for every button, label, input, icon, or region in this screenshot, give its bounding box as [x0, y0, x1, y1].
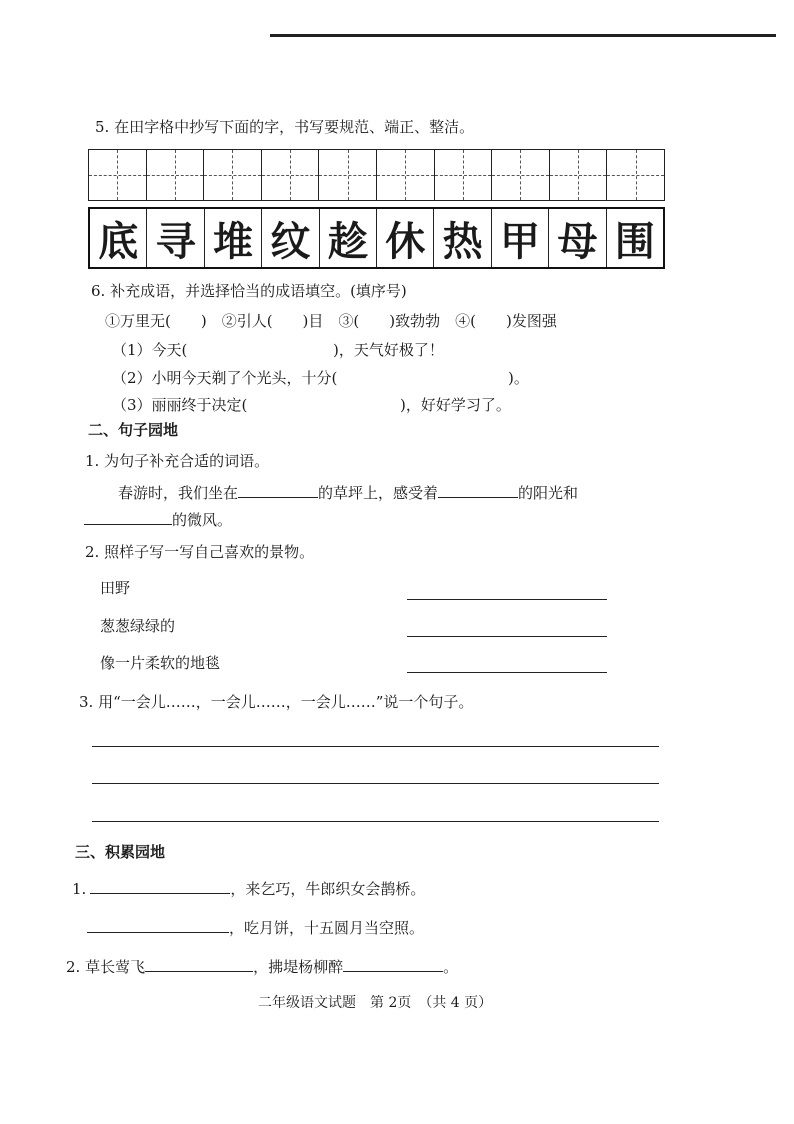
section-3-title: 三、积累园地 — [75, 843, 166, 861]
s3-q1-text-a: ，来乞巧，牛郎织女会鹊桥。 — [230, 880, 426, 898]
answer-line[interactable] — [407, 672, 607, 673]
s2-q1-text-c: 的阳光和 — [518, 484, 579, 502]
tianzige-cell[interactable] — [435, 150, 493, 200]
tianzige-cell[interactable] — [607, 150, 664, 200]
top-border-line — [270, 34, 776, 37]
q6-sentence-3-start: （3）丽丽终于决定( — [112, 396, 248, 414]
model-char: 纹 — [262, 209, 319, 267]
answer-blank[interactable] — [90, 879, 230, 894]
model-char: 母 — [549, 209, 606, 267]
model-char: 甲 — [492, 209, 549, 267]
section-2-title: 二、句子园地 — [88, 421, 179, 439]
model-char: 底 — [90, 209, 147, 267]
tianzige-cell[interactable] — [204, 150, 262, 200]
s3-q1-line2 — [87, 918, 424, 937]
answer-blank[interactable] — [238, 483, 318, 498]
tianzige-cell[interactable] — [147, 150, 205, 200]
answer-line[interactable] — [407, 599, 607, 600]
s3-q1-number: 1. — [72, 880, 87, 898]
s2-q2-example-2: 葱葱绿绿的 — [100, 617, 176, 635]
model-char: 休 — [377, 209, 434, 267]
q6-idioms: ①万里无( ) ②引人( )目 ③( )致勃勃 ④( )发图强 — [105, 312, 557, 330]
answer-blank[interactable] — [145, 957, 253, 972]
page-footer: 二年级语文试题 第 2页 （共 4 页） — [258, 995, 493, 1011]
answer-blank[interactable] — [438, 483, 518, 498]
q6-sentence-2-end: )。 — [508, 369, 529, 387]
s3-q2-text-c: 。 — [443, 958, 459, 976]
q6-sentence-2-start: （2）小明今天剃了个光头，十分( — [112, 369, 338, 387]
s3-q1-line1 — [72, 879, 425, 898]
s2-q1-text-a: 春游时，我们坐在 — [118, 484, 239, 502]
model-char: 围 — [614, 218, 655, 265]
s2-q2-prompt: 2. 照样子写一写自己喜欢的景物。 — [85, 543, 315, 561]
s2-q1-line1 — [118, 483, 578, 502]
s2-q2-example-3: 像一片柔软的地毯 — [100, 654, 221, 672]
s2-q2-example-1: 田野 — [100, 579, 131, 597]
s2-q1-line2 — [84, 510, 232, 529]
answer-line[interactable] — [407, 636, 607, 637]
tianzige-grid[interactable] — [88, 149, 665, 201]
model-char: 堆 — [205, 209, 262, 267]
answer-blank[interactable] — [84, 510, 172, 525]
answer-blank[interactable] — [87, 918, 229, 933]
q6-sentence-1-start: （1）今天( — [112, 341, 188, 359]
q6-sentence-1-end: )，天气好极了！ — [333, 341, 444, 359]
tianzige-cell[interactable] — [262, 150, 320, 200]
tianzige-cell[interactable] — [492, 150, 550, 200]
tianzige-cell[interactable] — [377, 150, 435, 200]
answer-blank[interactable] — [343, 957, 443, 972]
s3-q1-text-b: ，吃月饼，十五圆月当空照。 — [229, 919, 425, 937]
q6-sentence-3-end: )，好好学习了。 — [400, 396, 511, 414]
s3-q2-line — [66, 957, 458, 976]
s3-q2-text-a: 2. 草长莺飞 — [66, 958, 146, 976]
s2-q3-prompt: 3. 用“一会儿……，一会儿……，一会儿……”说一个句子。 — [79, 693, 474, 711]
model-char: 热 — [434, 209, 491, 267]
s2-q1-text-d: 的微风。 — [172, 511, 233, 529]
answer-line[interactable] — [92, 783, 659, 784]
q5-prompt: 5. 在田字格中抄写下面的字，书写要规范、端正、整洁。 — [95, 118, 475, 136]
s2-q1-text-b: 的草坪上，感受着 — [318, 484, 439, 502]
tianzige-cell[interactable] — [89, 150, 147, 200]
q6-prompt: 6. 补充成语，并选择恰当的成语填空。(填序号) — [91, 282, 407, 300]
s3-q2-text-b: ，拂堤杨柳醉 — [253, 958, 344, 976]
model-char: 趁 — [320, 209, 377, 267]
answer-line[interactable] — [92, 746, 659, 747]
s2-q1-prompt: 1. 为句子补充合适的词语。 — [85, 452, 270, 470]
tianzige-cell[interactable] — [319, 150, 377, 200]
answer-line[interactable] — [92, 821, 659, 822]
model-characters — [88, 207, 665, 269]
model-char: 寻 — [147, 209, 204, 267]
tianzige-cell[interactable] — [550, 150, 608, 200]
